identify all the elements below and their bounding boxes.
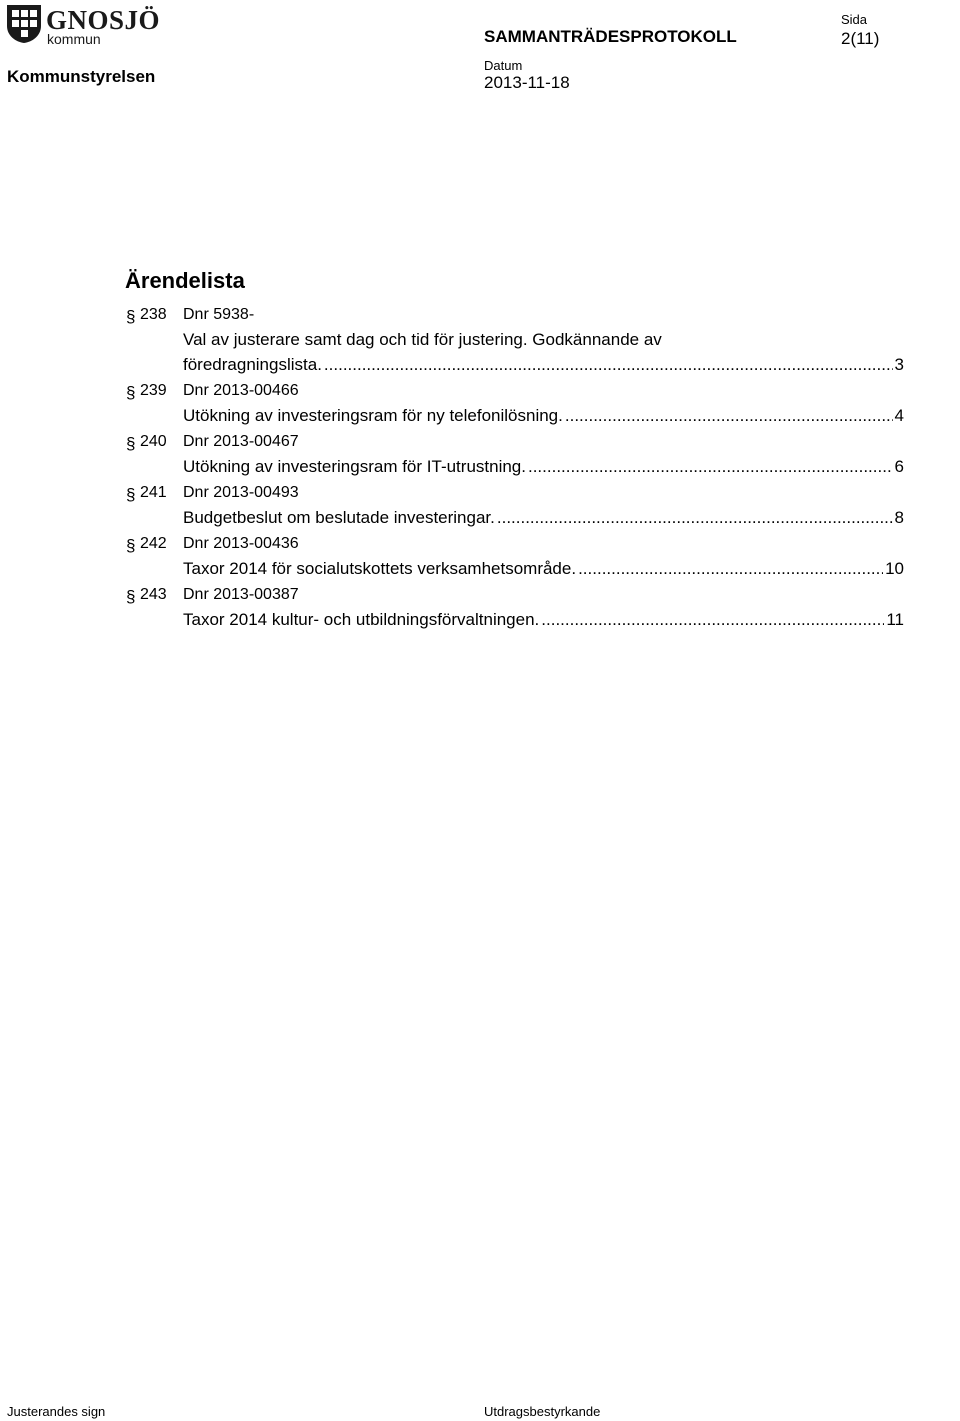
item-page: 10 <box>885 559 904 578</box>
item-title-line1: Val av justerare samt dag och tid för justering. Godkännande av <box>183 330 662 349</box>
page-label: Sida <box>841 12 868 27</box>
item-number: 240 <box>140 433 167 450</box>
item-title: föredragningslista. <box>183 355 322 374</box>
item-title: Utökning av investeringsram för ny telefonilösning. <box>183 406 563 425</box>
item-dnr: Dnr 5938- <box>183 306 255 323</box>
item-number: 238 <box>140 306 167 323</box>
item-title-row <box>183 355 904 375</box>
dot-leader <box>541 610 884 630</box>
dot-leader <box>578 559 883 579</box>
item-dnr: Dnr 2013-00467 <box>183 433 299 450</box>
agenda-item[interactable] <box>126 381 904 432</box>
item-title: Taxor 2014 kultur- och utbildningsförvaltningen. <box>183 610 540 629</box>
agenda-item[interactable] <box>126 432 904 483</box>
item-page: 3 <box>894 355 904 374</box>
item-page: 11 <box>886 610 904 629</box>
date-label: Datum <box>484 58 523 73</box>
footer-signature-label: Justerandes sign <box>7 1404 106 1419</box>
item-title-row <box>183 457 904 477</box>
section-sign: § <box>126 434 136 453</box>
coat-of-arms-icon <box>6 4 42 44</box>
document-type: SAMMANTRÄDESPROTOKOLL <box>484 27 737 46</box>
footer-certification-label: Utdragsbestyrkande <box>484 1404 601 1419</box>
dot-leader <box>324 355 893 375</box>
item-page: 6 <box>894 457 904 476</box>
organization-name: Kommunstyrelsen <box>7 67 156 86</box>
item-dnr: Dnr 2013-00436 <box>183 535 299 552</box>
agenda-item[interactable] <box>126 483 904 534</box>
item-page: 8 <box>894 508 904 527</box>
item-dnr: Dnr 2013-00493 <box>183 484 299 501</box>
meeting-date: 2013-11-18 <box>484 73 570 92</box>
section-sign: § <box>126 307 136 326</box>
item-number: 242 <box>140 535 167 552</box>
dot-leader <box>497 508 893 528</box>
dot-leader <box>528 457 893 477</box>
item-title: Budgetbeslut om beslutade investeringar. <box>183 508 495 527</box>
item-title: Utökning av investeringsram för IT-utrustning. <box>183 457 526 476</box>
agenda-item[interactable] <box>126 305 904 381</box>
page-number: 2(11) <box>841 29 880 48</box>
logo-wordmark: GNOSJÖ <box>46 5 161 35</box>
agenda-item[interactable] <box>126 534 904 585</box>
item-title-row <box>183 610 904 630</box>
item-title-row <box>183 508 904 528</box>
item-page: 4 <box>894 406 904 425</box>
section-sign: § <box>126 383 136 402</box>
item-dnr: Dnr 2013-00387 <box>183 586 299 603</box>
item-number: 243 <box>140 586 167 603</box>
agenda-title: Ärendelista <box>125 268 245 293</box>
item-title-row <box>183 559 904 579</box>
section-sign: § <box>126 485 136 504</box>
agenda-item[interactable] <box>126 585 904 636</box>
item-number: 241 <box>140 484 167 501</box>
agenda-list <box>126 305 904 636</box>
item-title-row <box>183 406 904 426</box>
section-sign: § <box>126 587 136 606</box>
section-sign: § <box>126 536 136 555</box>
dot-leader <box>565 406 893 426</box>
item-number: 239 <box>140 382 167 399</box>
item-dnr: Dnr 2013-00466 <box>183 382 299 399</box>
logo-subtitle: kommun <box>47 31 101 47</box>
item-title: Taxor 2014 för socialutskottets verksamhetsområde. <box>183 559 577 578</box>
municipality-logo <box>6 4 166 46</box>
